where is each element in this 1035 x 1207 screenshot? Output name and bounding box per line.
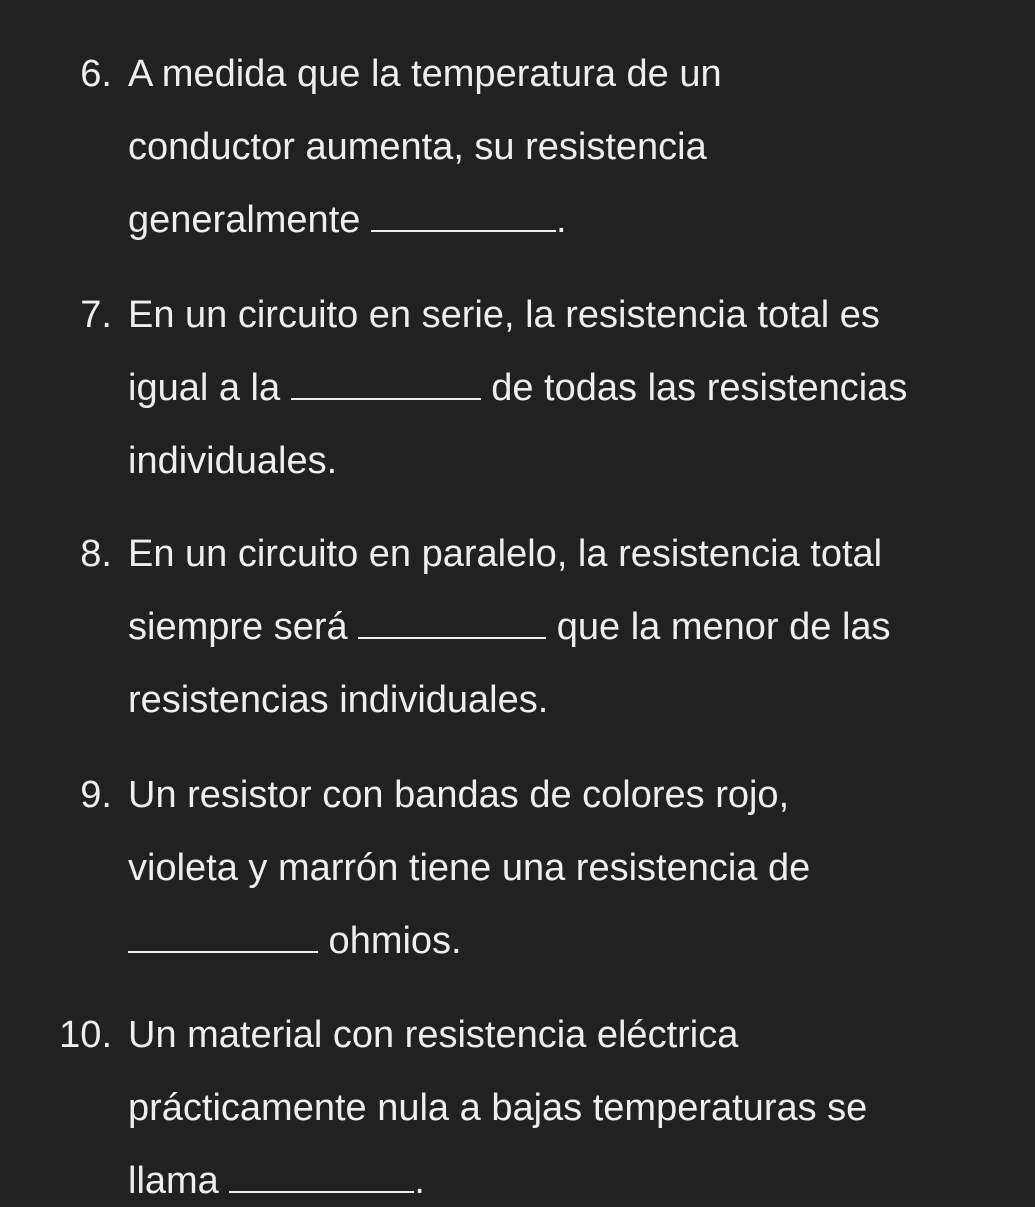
question-text-line: En un circuito en serie, la resistencia total es [128, 294, 880, 336]
question-number: 8. [80, 533, 112, 575]
answer-blank[interactable] [291, 398, 481, 400]
question-text-line: resistencias individuales. [128, 679, 549, 721]
question-text-line: igual a la de todas las resistencias [128, 367, 908, 409]
question-text-line: ohmios. [128, 922, 462, 960]
question-text-line: individuales. [128, 440, 338, 482]
answer-blank[interactable] [371, 230, 556, 232]
question-text-line: siempre será que la menor de las [128, 606, 891, 648]
question-text-line: En un circuito en paralelo, la resistencia total [128, 533, 883, 575]
question-text-line: llama . [128, 1160, 425, 1202]
question-number: 7. [80, 294, 112, 336]
question-text-line: A medida que la temperatura de un [128, 53, 722, 95]
question-text-line: Un resistor con bandas de colores rojo, [128, 774, 790, 816]
question-number: 6. [80, 53, 112, 95]
question-text-line: generalmente . [128, 199, 567, 241]
answer-blank[interactable] [358, 637, 546, 639]
answer-blank[interactable] [128, 951, 318, 953]
question-text-line: violeta y marrón tiene una resistencia de [128, 847, 811, 889]
question-text-line: Un material con resistencia eléctrica [128, 1014, 739, 1056]
question-number: 10. [59, 1014, 112, 1056]
question-text-line: conductor aumenta, su resistencia [128, 126, 707, 168]
question-text-line: prácticamente nula a bajas temperaturas se [128, 1087, 868, 1129]
question-number: 9. [80, 774, 112, 816]
answer-blank[interactable] [229, 1191, 414, 1193]
